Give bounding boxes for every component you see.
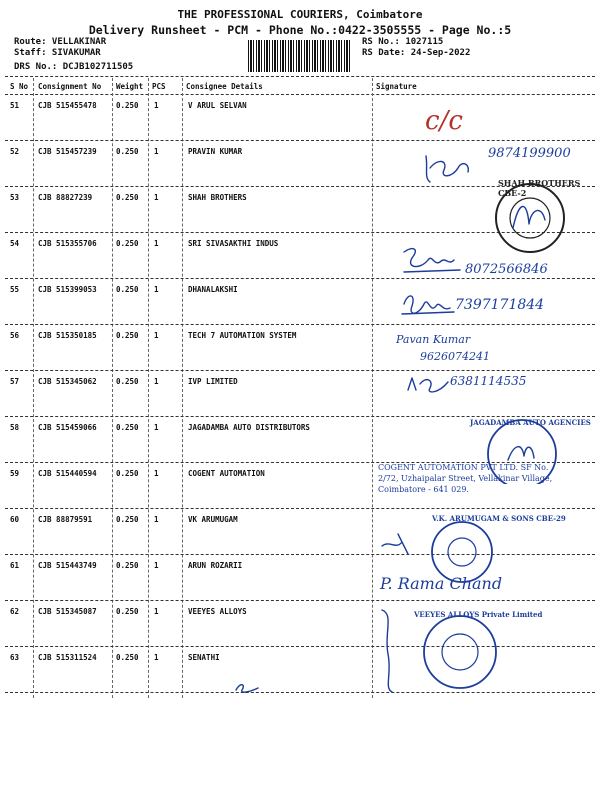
col-divider	[148, 78, 149, 698]
signature-r63	[232, 680, 262, 696]
row-weight: 0.250	[116, 377, 139, 386]
row-consignment-no: CJB 515440594	[38, 469, 97, 478]
row-pcs: 1	[154, 469, 159, 478]
row-weight: 0.250	[116, 147, 139, 156]
row-divider	[5, 324, 595, 325]
row-weight: 0.250	[116, 607, 139, 616]
row-consignee: IVP LIMITED	[188, 377, 238, 386]
row-consignment-no: CJB 515350185	[38, 331, 97, 340]
signature-r55	[398, 288, 458, 322]
jagadamba-stamp-text: JAGADAMBA AUTO AGENCIES	[470, 418, 591, 427]
rs-no-label: RS No.: 1027115	[362, 37, 444, 47]
row-pcs: 1	[154, 331, 159, 340]
veeyes-stamp-text: VEEYES ALLOYS Private Limited	[414, 610, 543, 619]
row-pcs: 1	[154, 515, 159, 524]
row-consignee: V ARUL SELVAN	[188, 101, 247, 110]
row-pcs: 1	[154, 423, 159, 432]
drs-label: DRS No.: DCJB102711505	[14, 62, 134, 72]
handwritten-phone: 9626074241	[420, 350, 490, 363]
row-consignee: COGENT AUTOMATION	[188, 469, 265, 478]
row-weight: 0.250	[116, 423, 139, 432]
row-pcs: 1	[154, 561, 159, 570]
row-pcs: 1	[154, 285, 159, 294]
row-divider	[5, 600, 595, 601]
runsheet-title: Delivery Runsheet - PCM - Phone No.:0422-3505555 - Page No.:5	[88, 23, 512, 37]
row-sno: 63	[10, 653, 20, 662]
row-consignee: VK ARUMUGAM	[188, 515, 238, 524]
handwritten-name: Pavan Kumar	[396, 333, 471, 346]
row-consignment-no: CJB 515311524	[38, 653, 97, 662]
col-divider	[182, 78, 183, 698]
route-label: Route: VELLAKINAR	[14, 37, 107, 47]
col-header-weight: Weight	[116, 82, 144, 91]
row-consignment-no: CJB 515455478	[38, 101, 97, 110]
row-weight: 0.250	[116, 561, 139, 570]
signature-r54	[398, 242, 468, 278]
row-pcs: 1	[154, 653, 159, 662]
row-weight: 0.250	[116, 469, 139, 478]
row-sno: 57	[10, 377, 20, 386]
row-consignment-no: CJB 515355706	[38, 239, 97, 248]
handwritten-phone: 8072566846	[465, 262, 548, 277]
row-pcs: 1	[154, 147, 159, 156]
barcode	[248, 40, 352, 72]
company-title: THE PROFESSIONAL COURIERS, Coimbatore	[177, 8, 423, 21]
row-consignee: SHAH BROTHERS	[188, 193, 247, 202]
arumugam-stamp-text: V.K. ARUMUGAM & SONS CBE-29	[432, 514, 566, 523]
handwritten-phone: 6381114535	[450, 374, 527, 388]
row-pcs: 1	[154, 101, 159, 110]
row-sno: 54	[10, 239, 20, 248]
shah-stamp-text: SHAH BROTHERS CBE-2	[498, 178, 581, 198]
row-divider	[5, 370, 595, 371]
staff-label: Staff: SIVAKUMAR	[14, 48, 101, 58]
row-pcs: 1	[154, 193, 159, 202]
rs-date-label: RS Date: 24-Sep-2022	[362, 48, 471, 58]
row-sno: 60	[10, 515, 20, 524]
col-header-signature: Signature	[376, 82, 417, 91]
row-weight: 0.250	[116, 193, 139, 202]
row-divider	[5, 508, 595, 509]
row-consignment-no: CJB 515345062	[38, 377, 97, 386]
col-header-consignment: Consignment No	[38, 82, 102, 91]
row-weight: 0.250	[116, 239, 139, 248]
col-header-consignee: Consignee Details	[186, 82, 263, 91]
col-divider	[372, 78, 373, 698]
row-consignee: TECH 7 AUTOMATION SYSTEM	[188, 331, 297, 340]
col-header-pcs: PCS	[152, 82, 166, 91]
row-consignment-no: CJB 515399053	[38, 285, 97, 294]
row-pcs: 1	[154, 607, 159, 616]
row-pcs: 1	[154, 377, 159, 386]
row-sno: 56	[10, 331, 20, 340]
row-divider	[5, 140, 595, 141]
row-consignee: JAGADAMBA AUTO DISTRIBUTORS	[188, 423, 310, 432]
row-sno: 61	[10, 561, 20, 570]
row-consignment-no: CJB 515459066	[38, 423, 97, 432]
row-sno: 59	[10, 469, 20, 478]
row-consignee: VEEYES ALLOYS	[188, 607, 247, 616]
row-sno: 62	[10, 607, 20, 616]
row-sno: 55	[10, 285, 20, 294]
row-sno: 53	[10, 193, 20, 202]
row-consignee: PRAVIN KUMAR	[188, 147, 243, 156]
row-consignee: SRI SIVASAKTHI INDUS	[188, 239, 279, 248]
row-consignee: DHANALAKSHI	[188, 285, 238, 294]
row-consignment-no: CJB 515443749	[38, 561, 97, 570]
handwritten-phone: 7397171844	[455, 297, 545, 313]
table-top-rule	[5, 76, 595, 77]
row-sno: 51	[10, 101, 20, 110]
row-sno: 52	[10, 147, 20, 156]
signature-r52	[418, 148, 478, 188]
cogent-stamp: COGENT AUTOMATION PVT LTD. SF No. 2/72, Uzhaipalar Street, Vellakinar Village, Coimbatore - 641 029.	[378, 463, 553, 494]
row-consignment-no: CJB 515457239	[38, 147, 97, 156]
row-consignment-no: CJB 88827239	[38, 193, 93, 202]
row-consignment-no: CJB 515345087	[38, 607, 97, 616]
row-consignment-no: CJB 88879591	[38, 515, 93, 524]
col-header-sno: S No	[10, 82, 29, 91]
row-divider	[5, 278, 595, 279]
header-rule	[5, 94, 595, 95]
row-weight: 0.250	[116, 331, 139, 340]
row-pcs: 1	[154, 239, 159, 248]
row-sno: 58	[10, 423, 20, 432]
handwritten-phone: 9874199900	[488, 146, 571, 161]
col-divider	[33, 78, 34, 698]
col-divider	[112, 78, 113, 698]
row-weight: 0.250	[116, 285, 139, 294]
signature-r57	[404, 372, 454, 398]
row-weight: 0.250	[116, 101, 139, 110]
row-weight: 0.250	[116, 653, 139, 662]
row-consignee: ARUN ROZARII	[188, 561, 243, 570]
row-weight: 0.250	[116, 515, 139, 524]
handwritten-name: P. Rama Chand	[380, 574, 503, 593]
signature-cc: c/c	[425, 106, 463, 136]
row-consignee: SENATHI	[188, 653, 220, 662]
